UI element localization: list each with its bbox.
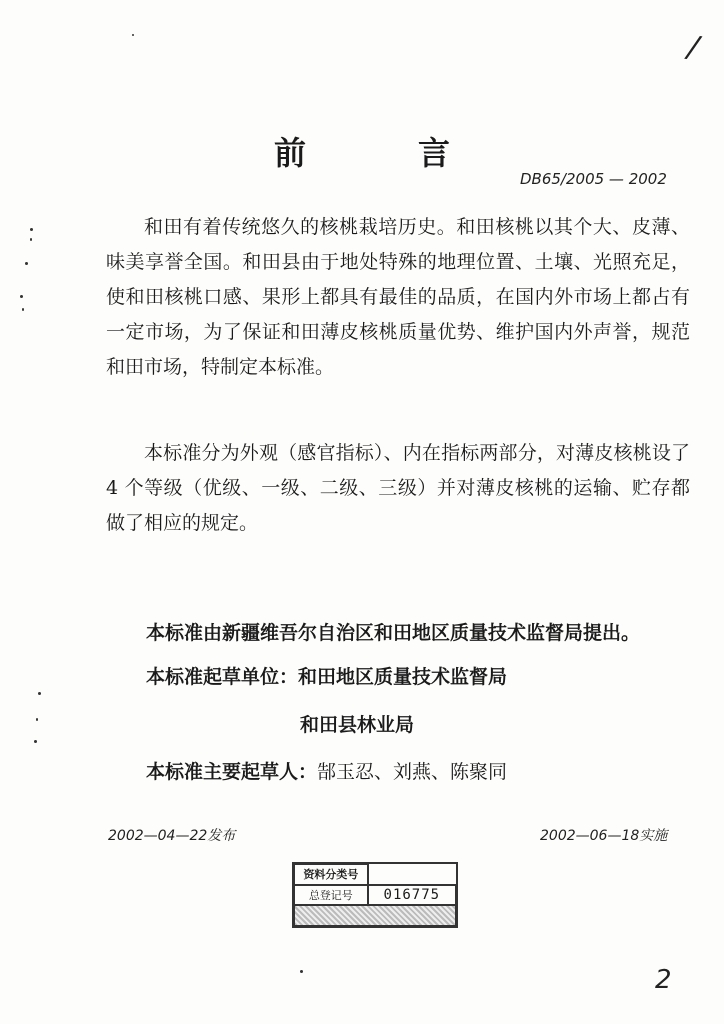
archive-stamp — [292, 862, 458, 928]
scan-speck — [36, 718, 38, 721]
stamp-number: 016775 — [368, 885, 456, 906]
stamp-label: 总登记号 — [294, 885, 368, 906]
paragraph-intro: 和田有着传统悠久的核桃栽培历史。和田核桃以其个大、皮薄、味美享誉全国。和田县由于地处特殊的地理位置、土壤、光照充足，使和田核桃口感、果形上都具有最佳的品质，在国内外市场上都占有一定市场，为了保证和田薄皮核桃质量优势、维护国内外声誉，规范和田市场，特制定本标准。 — [106, 216, 690, 378]
drafters-names: 郜玉忍、刘燕、陈聚同 — [317, 761, 508, 783]
scan-speck — [300, 970, 303, 973]
paragraph-scope: 本标准分为外观（感官指标）、内在指标两部分，对薄皮核桃设了 4 个等级（优级、一级、二级、三级）并对薄皮核桃的运输、贮存都做了相应的规定。 — [106, 442, 690, 534]
document-number: DB65/2005 — 2002 — [520, 170, 667, 188]
drafting-units-label: 本标准起草单位： — [146, 666, 299, 688]
page-number: 2 — [655, 965, 672, 995]
drafters-line — [146, 757, 507, 784]
scan-speck — [20, 295, 23, 298]
drafting-unit-2: 和田县林业局 — [300, 714, 415, 736]
corner-handwritten-mark: / — [685, 29, 701, 66]
publish-date: 2002—04—22发布 — [108, 828, 236, 844]
stamp-smudge — [294, 905, 456, 926]
drafting-unit-1: 和田地区质量技术监督局 — [298, 666, 508, 688]
scan-speck — [34, 740, 37, 743]
proposed-by-line: 本标准由新疆维吾尔自治区和田地区质量技术监督局提出。 — [146, 622, 641, 644]
stamp-header-blank — [368, 864, 456, 885]
stamp-header: 资料分类号 — [294, 864, 368, 885]
drafters-label: 本标准主要起草人： — [146, 761, 318, 783]
implement-date: 2002—06—18实施 — [540, 828, 668, 844]
scan-speck — [22, 308, 24, 311]
scan-speck — [30, 238, 32, 241]
page-title: 前 言 — [273, 134, 490, 172]
scan-speck — [30, 228, 33, 231]
scan-speck — [38, 692, 41, 695]
drafting-units-line — [146, 662, 507, 689]
scan-speck — [25, 262, 28, 265]
scan-speck — [132, 34, 134, 36]
